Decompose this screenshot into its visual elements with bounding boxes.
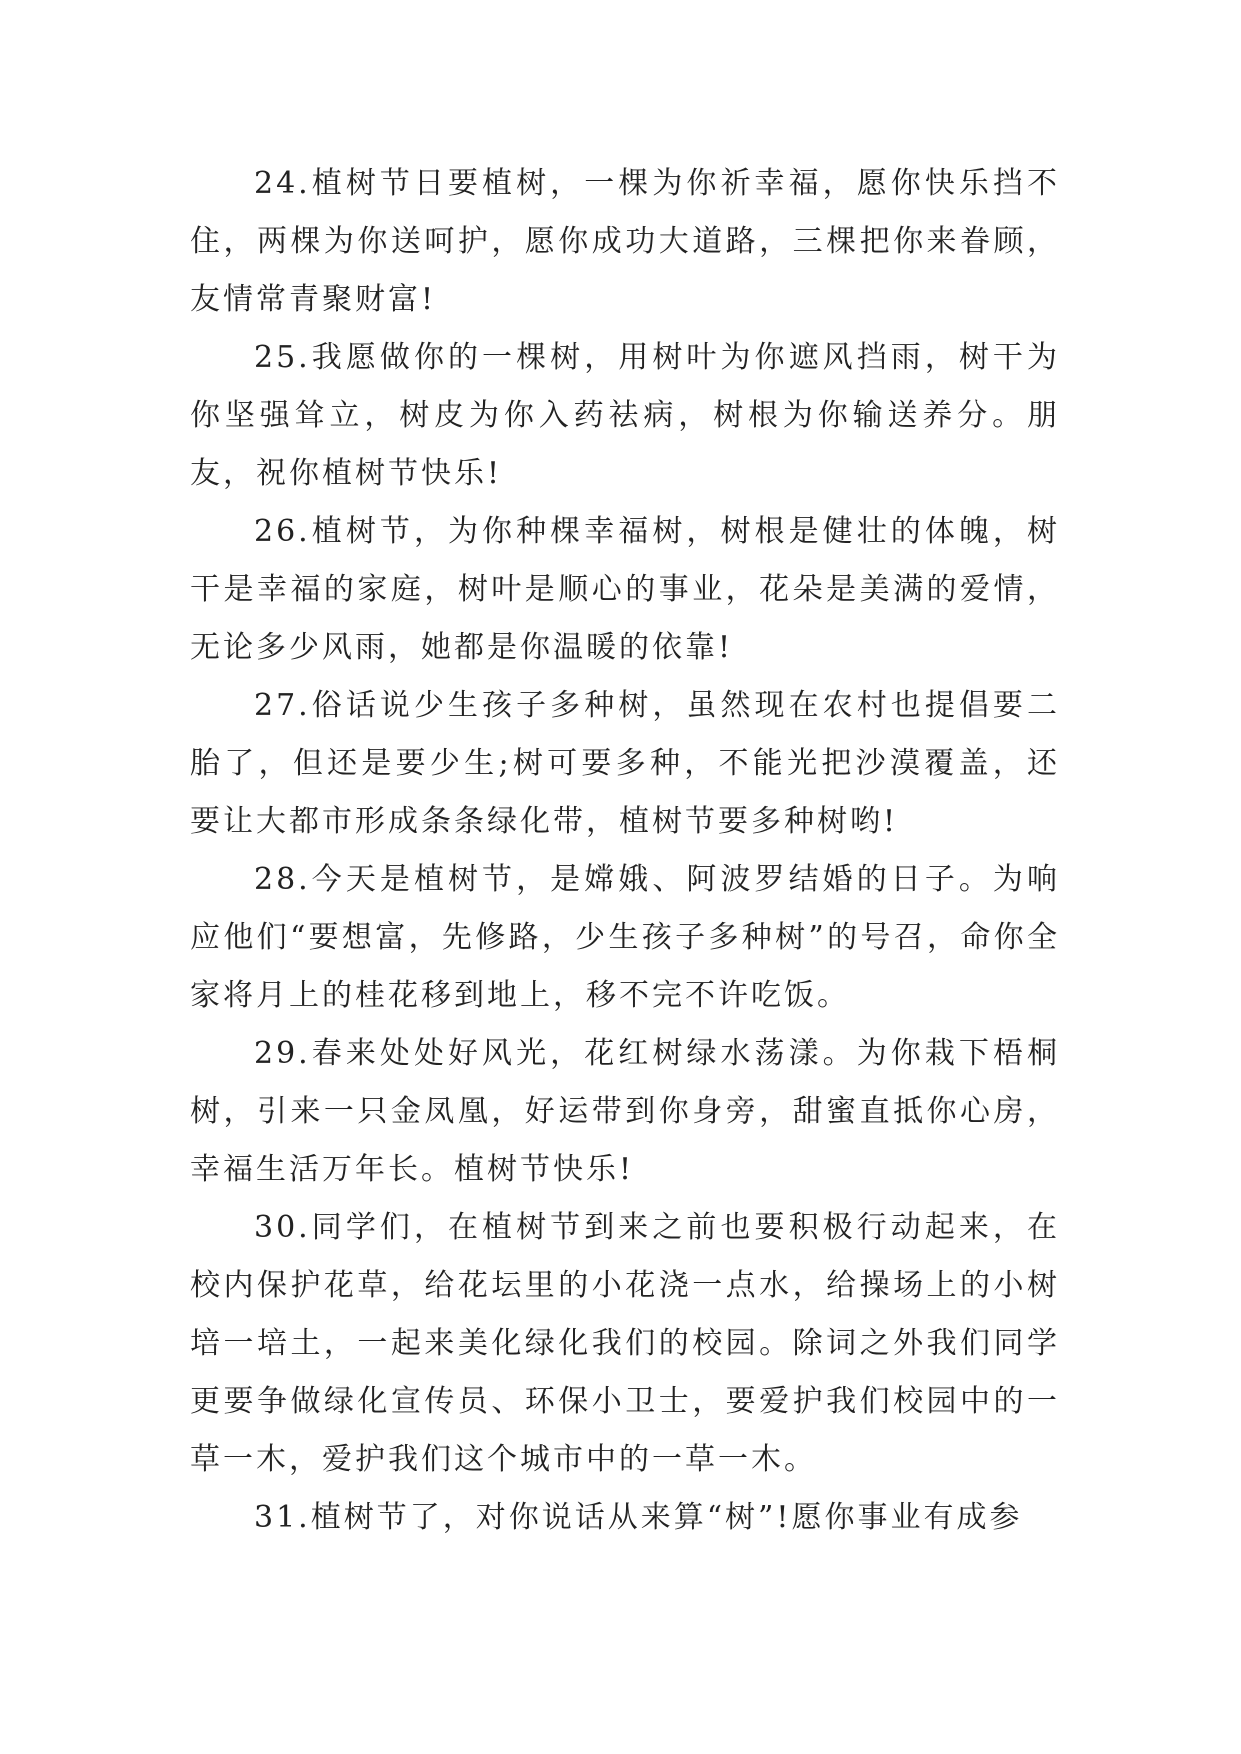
- document-body: [190, 155, 1060, 1547]
- paragraph-31: 31.植树节了，对你说话从来算“树”!愿你事业有成参: [254, 1500, 1023, 1535]
- paragraph-25: 25.我愿做你的一棵树，用树叶为你遮风挡雨，树干为你坚强耸立，树皮为你入药祛病，树根为你输送养分。朋友，祝你植树节快乐!: [190, 340, 1060, 491]
- paragraph-30: 30.同学们，在植树节到来之前也要积极行动起来，在校内保护花草，给花坛里的小花浇一点水，给操场上的小树培一培土，一起来美化绿化我们的校园。除词之外我们同学更要争做绿化宣传员、环保小卫士，要爱护我们校园中的一草一木，爱护我们这个城市中的一草一木。: [190, 1210, 1060, 1477]
- paragraph-28: 28.今天是植树节，是嫦娥、阿波罗结婚的日子。为响应他们“要想富，先修路，少生孩子多种树”的号召，命你全家将月上的桂花移到地上，移不完不许吃饭。: [190, 862, 1060, 1013]
- paragraph-26: 26.植树节，为你种棵幸福树，树根是健壮的体魄，树干是幸福的家庭，树叶是顺心的事业，花朵是美满的爱情，无论多少风雨，她都是你温暖的依靠!: [190, 514, 1060, 665]
- paragraph-24: 24.植树节日要植树，一棵为你祈幸福，愿你快乐挡不住，两棵为你送呵护，愿你成功大道路，三棵把你来眷顾，友情常青聚财富!: [190, 166, 1060, 317]
- paragraph-27: 27.俗话说少生孩子多种树，虽然现在农村也提倡要二胎了，但还是要少生;树可要多种，不能光把沙漠覆盖，还要让大都市形成条条绿化带，植树节要多种树哟!: [190, 688, 1060, 839]
- paragraph-29: 29.春来处处好风光，花红树绿水荡漾。为你栽下梧桐树，引来一只金凤凰，好运带到你身旁，甜蜜直抵你心房，幸福生活万年长。植树节快乐!: [190, 1036, 1060, 1187]
